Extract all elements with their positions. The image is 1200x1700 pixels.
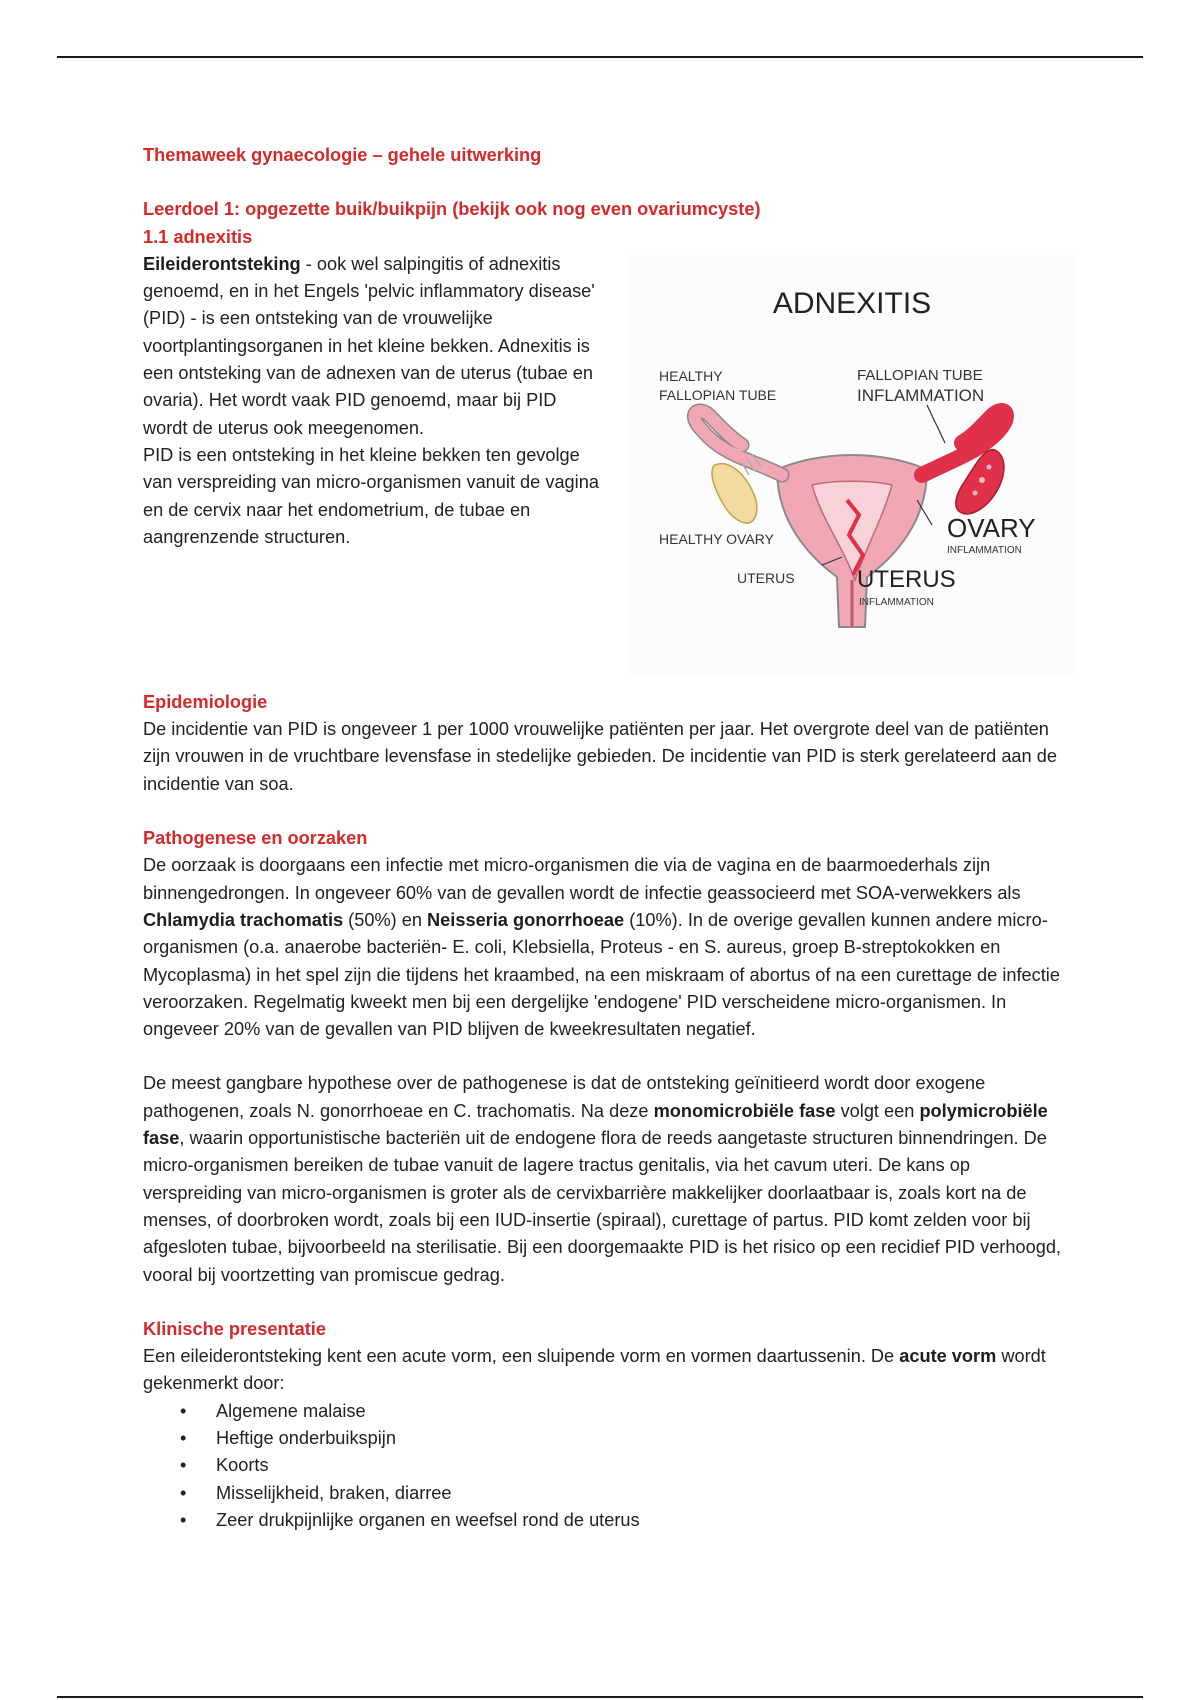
intro-paragraph: Eileiderontsteking - ook wel salpingitis of adnexitis genoemd, en in het Engels 'pelvic inflammatory disease' (PID) - is een ontsteking van de vrouwelijke voortplantingsorganen in het kleine bekken. Adnexitis is een ontsteking van de adnexen van de uterus (tubae en ovaria). Het wordt vaak PID genoemd, maar bij PID wordt de uterus ook meegenomen. [143, 253, 595, 438]
footer-rule [57, 1696, 1143, 1698]
svg-text:INFLAMMATION: INFLAMMATION [857, 385, 985, 405]
symptom-list [143, 1398, 1063, 1534]
list-item: • Koorts [216, 1452, 1063, 1479]
list-item: • Heftige onderbuikspijn [216, 1425, 1063, 1452]
svg-text:HEALTHY: HEALTHY [659, 367, 723, 384]
intro-row [143, 251, 1063, 675]
svg-text:UTERUS: UTERUS [857, 565, 956, 593]
pid-definition: PID is een ontsteking in het kleine bekken ten gevolge van verspreiding van micro-organismen vanuit de vagina en de cervix naar het endometrium, de tubae en aangrenzende structuren. [143, 444, 599, 547]
document-title: Themaweek gynaecologie – gehele uitwerking [143, 145, 542, 165]
pathogenese-paragraph-2: De meest gangbare hypothese over de pathogenese is dat de ontsteking geïnitieerd wordt door exogene pathogenen, zoals N. gonorrhoeae en C. trachomatis. Na deze monomicrobiële fase volgt een polymicrobiële fase, waarin opportunistische bacteriën uit de endogene flora de reeds aangetaste structuren binnendringen. De micro-organismen bereiken de tubae vanuit de lagere tractus genitalis, via het cavum uteri. De kans op verspreiding van micro-organismen is groter als de cervixbarrière makkelijker doorlaatbaar is, zoals kort na de menses, of doorbroken wordt, zoals bij een IUD-insertie (spiraal), curettage of partus. PID komt zelden voor bij afgesloten tubae, bijvoorbeeld na sterilisatie. Bij een doorgemaakte PID is het risico op een recidief PID verhoogd, vooral bij voortzetting van promiscue gedrag. [143, 1073, 1061, 1285]
svg-text:INFLAMMATION: INFLAMMATION [859, 596, 934, 608]
klinisch-heading: Klinische presentatie [143, 1318, 326, 1339]
healthy-ovary [712, 464, 757, 523]
figure-title: ADNEXITIS [772, 286, 932, 320]
epidemiologie-heading: Epidemiologie [143, 691, 268, 712]
list-item: • Algemene malaise [216, 1398, 1063, 1425]
svg-text:HEALTHY OVARY: HEALTHY OVARY [659, 530, 774, 547]
svg-text:FALLOPIAN TUBE: FALLOPIAN TUBE [857, 366, 983, 384]
svg-text:UTERUS: UTERUS [737, 569, 795, 586]
adnexitis-diagram [627, 255, 1077, 675]
header-rule [57, 56, 1143, 58]
intro-text [143, 251, 603, 551]
pathogenese-heading: Pathogenese en oorzaken [143, 828, 368, 849]
epidemiologie-text: De incidentie van PID is ongeveer 1 per 1000 vrouwelijke patiënten per jaar. Het overgrote deel van de patiënten zijn vrouwen in de vruchtbare levensfase in stedelijke gebieden. De incidentie van PID is sterk gerelateerd aan de incidentie van soa. [143, 719, 1057, 794]
document-body [143, 142, 1063, 1534]
adnexitis-figure [627, 255, 1077, 675]
list-item: • Zeer drukpijnlijke organen en weefsel rond de uterus [216, 1507, 1063, 1534]
goal-1-heading: Leerdoel 1: opgezette buik/buikpijn (bekijk ook nog even ovariumcyste) [143, 199, 761, 220]
svg-text:INFLAMMATION: INFLAMMATION [947, 544, 1022, 556]
list-item: • Misselijkheid, braken, diarree [216, 1480, 1063, 1507]
svg-text:FALLOPIAN TUBE: FALLOPIAN TUBE [659, 386, 777, 403]
intro-term: Eileiderontsteking [143, 253, 301, 274]
svg-text:OVARY: OVARY [947, 512, 1036, 543]
klinisch-intro: Een eileiderontsteking kent een acute vorm, een sluipende vorm en vormen daartussenin. De acute vorm wordt gekenmerkt door: [143, 1346, 1046, 1394]
section-1-1-heading: 1.1 adnexitis [143, 226, 253, 247]
pathogenese-paragraph-1: De oorzaak is doorgaans een infectie met micro-organismen die via de vagina en de baarmoederhals zijn binnengedrongen. In ongeveer 60% van de gevallen wordt de infectie geassocieerd met SOA-verwekkers als Chlamydia trachomatis (50%) en Neisseria gonorrhoeae (10%). In de overige gevallen kunnen andere micro-organismen (o.a. anaerobe bacteriën- E. coli, Klebsiella, Proteus - en S. aureus, groep B-streptokokken en Mycoplasma) in het spel zijn die tijdens het kraambed, na een miskraam of abortus of na een curettage de infectie veroorzaken. Regelmatig kweekt men bij een dergelijke 'endogene' PID verscheidene micro-organismen. In ongeveer 20% van de gevallen van PID blijven de kweekresultaten negatief. [143, 855, 1060, 1040]
